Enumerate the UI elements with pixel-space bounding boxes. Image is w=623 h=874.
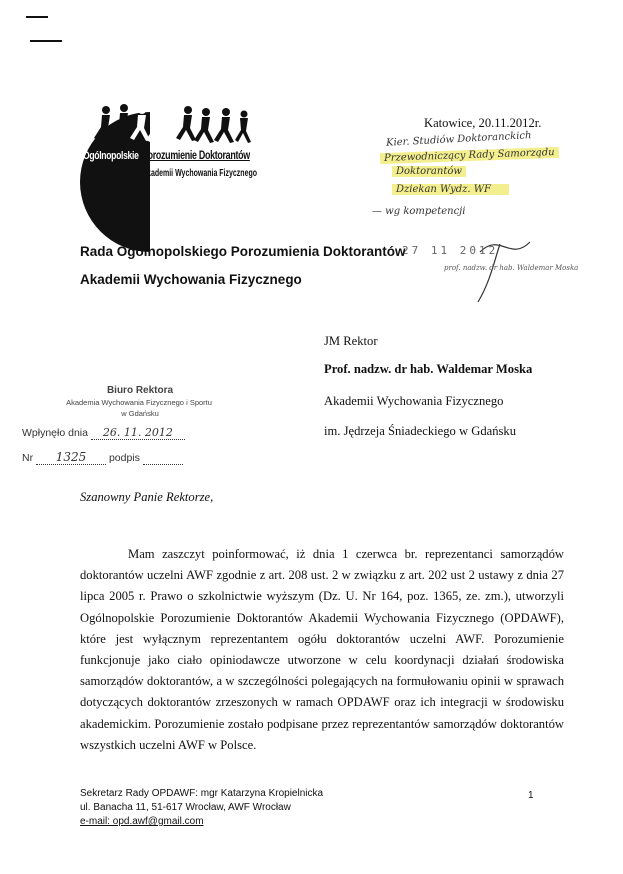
place-date: Katowice, 20.11.2012r. (424, 116, 542, 130)
stamp-line-2: w Gdańsku (121, 409, 159, 418)
scan-mark-top (26, 16, 48, 18)
footer-line-2: ul. Banacha 11, 51-617 Wrocław, AWF Wrocław (80, 802, 291, 813)
logo-subtitle: Akademii Wychowania Fizycznego (142, 168, 258, 179)
recipient-line-3: Akademii Wychowania Fizycznego (324, 394, 504, 408)
org-heading-line-1: Rada Ogólnopolskiego Porozumienia Doktorantów (80, 244, 406, 259)
recipient-line-1: JM Rektor (324, 334, 378, 348)
logo-word-right: Porozumienie Doktorantów (142, 148, 250, 162)
letter-body: Mam zaszczyt poinformować, iż dnia 1 czerwca br. reprezentanci samorządów doktorantów uczelni AWF zgodnie z art. 208 ust. 2 w związku z art. 202 ust 2 ustawy z dnia 27 lipca 2005 r. Prawo o szkolnictwie wyższym (Dz. U. Nr 164, poz. 1365, ze. zm.), utworzyli Ogólnopolskie Porozumienie Doktorantów Akademii Wychowania Fizycznego (OPDAWF), które jest wyłącznym reprezentantem ogółu doktorantów uczelni AWF. Porozumienie funkcjonuje jako ciało opiniodawcze utworzone w celu koordynacji działań środowiska samorządów doktorantów, a w szczególności polegających na formułowaniu opinii w sprawach dotyczących doktorantów zrzeszonych w ramach OPDAWF oraz ich integracji w środowisku akademickim. Porozumienie zostało podpisane przez reprezentantów samorządów doktorantów wszystkich uczelni AWF w Polsce. (80, 547, 564, 752)
logo-word-left: Ogólnopolskie (83, 150, 139, 162)
stamp-sign-label: podpis (108, 452, 140, 464)
stamp-received-row (22, 426, 185, 440)
footer-line-1: Sekretarz Rady OPDAWF: mgr Katarzyna Kropielnicka (80, 788, 324, 799)
page-number: 1 (528, 790, 534, 801)
handwritten-line-5: — wg kompetencji (372, 206, 466, 217)
stamp-nr-value: 1325 (36, 450, 106, 465)
salutation: Szanowny Panie Rektorze, (80, 490, 214, 504)
recipient-line-2: Prof. nadzw. dr hab. Waldemar Moska (324, 362, 533, 376)
handwritten-line-2: Przewodniczący Rady Samorządu (380, 147, 559, 164)
receipt-stamp-caption: prof. nadzw. dr hab. Waldemar Moska (444, 264, 579, 272)
footer-email-link[interactable]: e-mail: opd.awf@gmail.com (80, 816, 204, 827)
stamp-received-label: Wpłynęło dnia (22, 427, 88, 439)
stamp-received-value: 26. 11. 2012 (91, 426, 185, 440)
stamp-line-1: Akademia Wychowania Fizycznego i Sportu (66, 398, 212, 407)
handwritten-line-1: Kier. Studiów Doktoranckich (385, 130, 532, 149)
stamp-nr-label: Nr (22, 452, 34, 464)
stamp-sign-value (143, 452, 183, 465)
scan-mark-second (30, 40, 62, 42)
runners-icon (92, 100, 252, 146)
handwritten-line-3: Doktorantów (392, 166, 466, 177)
receipt-stamp-date: 27 11 2012 (402, 244, 499, 257)
stamp-nr-row (22, 450, 183, 465)
org-heading-line-2: Akademii Wychowania Fizycznego (80, 272, 302, 287)
stamp-title: Biuro Rektora (106, 385, 174, 396)
handwritten-line-4: Dziekan Wydz. WF (392, 184, 509, 195)
recipient-line-4: im. Jędrzeja Śniadeckiego w Gdańsku (324, 424, 516, 438)
